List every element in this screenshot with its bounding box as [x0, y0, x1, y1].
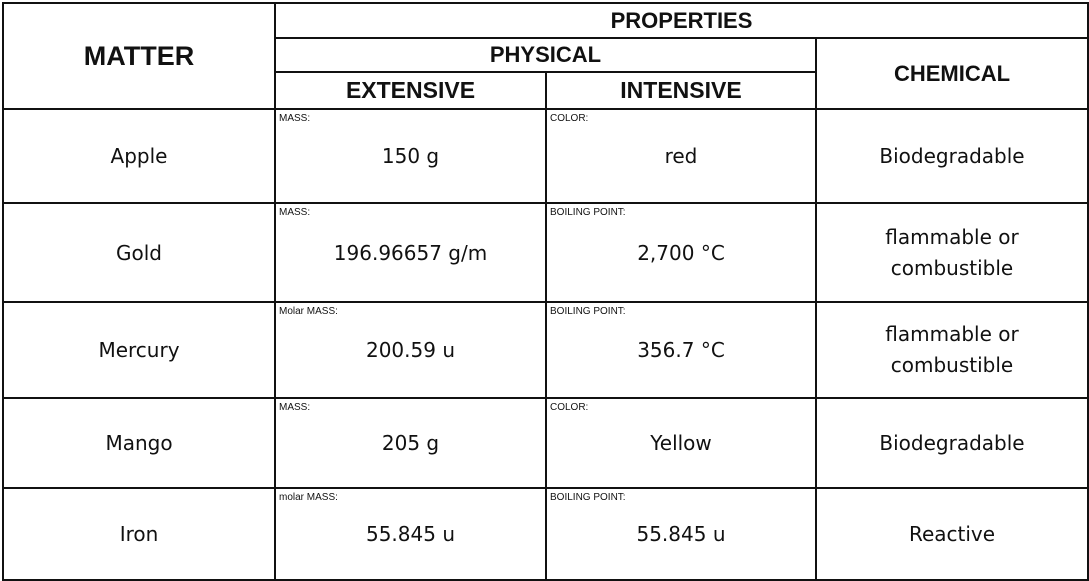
chemical-cell: flammable or combustible	[816, 203, 1088, 302]
physical-header: PHYSICAL	[275, 38, 816, 72]
matter-cell	[3, 109, 275, 203]
matter-name: Mercury	[98, 338, 180, 362]
intensive-label: COLOR:	[550, 113, 589, 124]
intensive-value: red	[664, 144, 698, 168]
extensive-value: 200.59 u	[365, 338, 455, 362]
intensive-cell	[546, 302, 816, 398]
extensive-value: 150 g	[381, 144, 440, 168]
extensive-value: 196.96657 g/m	[333, 240, 488, 265]
intensive-value: 2,700 °C	[637, 240, 725, 265]
matter-name: Gold	[116, 240, 162, 265]
extensive-label: molar MASS:	[279, 492, 338, 503]
intensive-label: BOILING POINT:	[550, 306, 626, 317]
extensive-cell	[275, 302, 546, 398]
chemical-cell: Biodegradable	[816, 398, 1088, 488]
table-row	[3, 203, 1088, 302]
matter-name: Mango	[105, 431, 173, 455]
intensive-label: BOILING POINT:	[550, 492, 626, 503]
properties-table-container	[2, 2, 1087, 581]
table-row	[3, 302, 1088, 398]
chemical-cell: Biodegradable	[816, 109, 1088, 203]
matter-name: Iron	[119, 522, 159, 546]
intensive-label: COLOR:	[550, 402, 589, 413]
intensive-cell	[546, 398, 816, 488]
matter-name: Apple	[110, 144, 168, 168]
table-row	[3, 488, 1088, 580]
intensive-cell	[546, 488, 816, 580]
matter-cell	[3, 398, 275, 488]
extensive-label: MASS:	[279, 402, 311, 413]
extensive-header: EXTENSIVE	[275, 72, 546, 109]
chemical-cell: Reactive	[816, 488, 1088, 580]
extensive-cell	[275, 203, 546, 302]
intensive-header: INTENSIVE	[546, 72, 816, 109]
intensive-label: BOILING POINT:	[550, 207, 626, 218]
intensive-cell	[546, 203, 816, 302]
extensive-value: 55.845 u	[365, 522, 455, 546]
chemical-header: CHEMICAL	[816, 38, 1088, 109]
properties-table	[2, 2, 1089, 581]
extensive-label: MASS:	[279, 113, 311, 124]
table-row	[3, 398, 1088, 488]
properties-header: PROPERTIES	[275, 3, 1088, 38]
extensive-label: Molar MASS:	[279, 306, 338, 317]
intensive-cell	[546, 109, 816, 203]
intensive-value: 356.7 °C	[637, 338, 725, 362]
extensive-cell	[275, 109, 546, 203]
matter-header: MATTER	[3, 3, 275, 109]
extensive-cell	[275, 488, 546, 580]
table-row	[3, 109, 1088, 203]
extensive-label: MASS:	[279, 207, 311, 218]
intensive-value: Yellow	[650, 431, 712, 455]
extensive-value: 205 g	[381, 431, 440, 455]
matter-cell	[3, 203, 275, 302]
chemical-cell: flammable or combustible	[816, 302, 1088, 398]
matter-cell	[3, 302, 275, 398]
intensive-value: 55.845 u	[636, 522, 726, 546]
matter-cell	[3, 488, 275, 580]
extensive-cell	[275, 398, 546, 488]
